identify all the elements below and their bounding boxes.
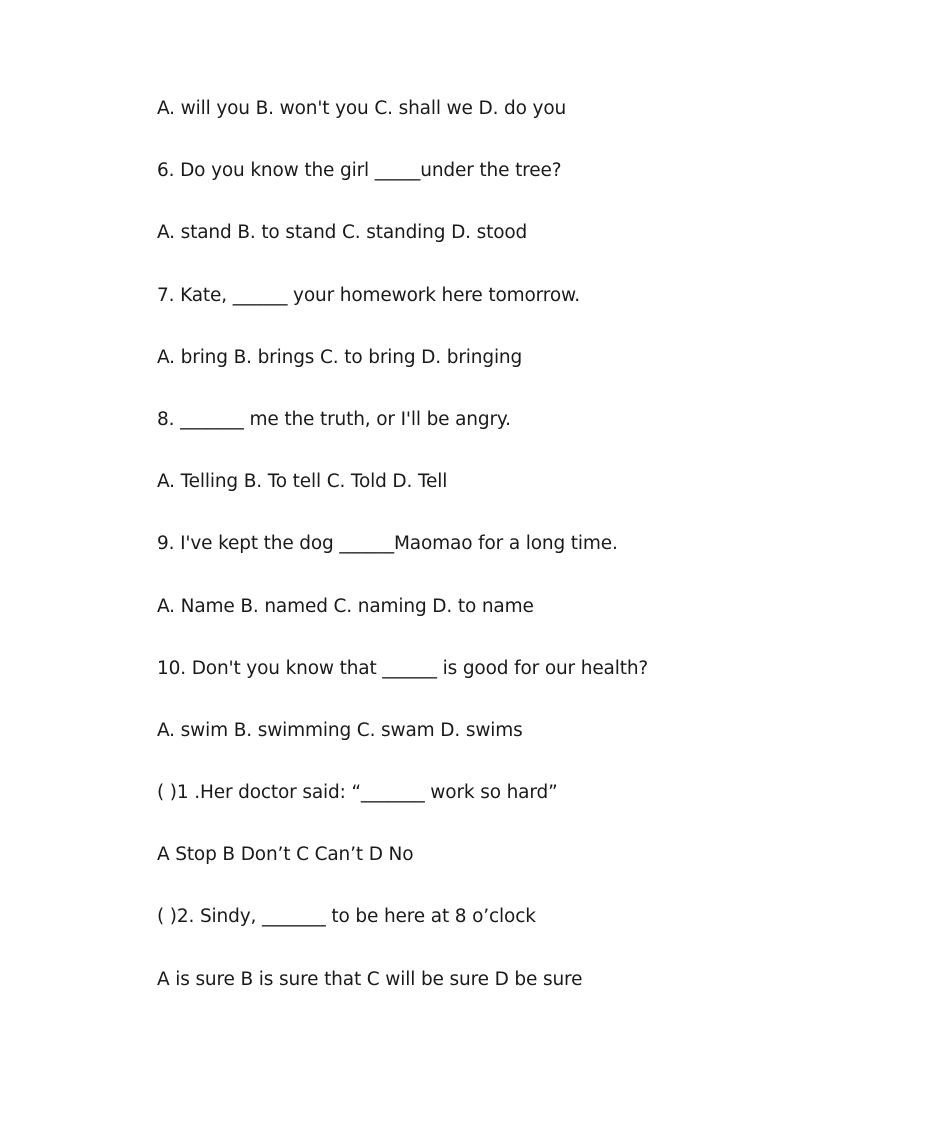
- option-line: A. Name B. named C. naming D. to name: [157, 595, 534, 617]
- option-line: A. Telling B. To tell C. Told D. Tell: [157, 471, 448, 493]
- question-line: 8. _______ me the truth, or I'll be angry.: [157, 408, 511, 430]
- option-line: A is sure B is sure that C will be sure D be sure: [157, 968, 583, 990]
- question-line: 7. Kate, ______ your homework here tomorrow.: [157, 284, 581, 306]
- question-line: 6. Do you know the girl _____under the tree?: [157, 160, 562, 182]
- option-line: A. swim B. swimming C. swam D. swims: [157, 719, 523, 741]
- question-list: [157, 97, 877, 1030]
- question-line: 10. Don't you know that ______ is good for our health?: [157, 657, 649, 679]
- option-line: A. stand B. to stand C. standing D. stood: [157, 222, 528, 244]
- question-line: ( )1 .Her doctor said: “_______ work so hard”: [157, 782, 558, 804]
- option-line: A Stop B Don’t C Can’t D No: [157, 844, 414, 866]
- option-line: A. bring B. brings C. to bring D. bringing: [157, 346, 523, 368]
- question-line: ( )2. Sindy, _______ to be here at 8 o’clock: [157, 906, 536, 928]
- question-line: 9. I've kept the dog ______Maomao for a long time.: [157, 533, 618, 555]
- option-line: A. will you B. won't you C. shall we D. do you: [157, 98, 567, 119]
